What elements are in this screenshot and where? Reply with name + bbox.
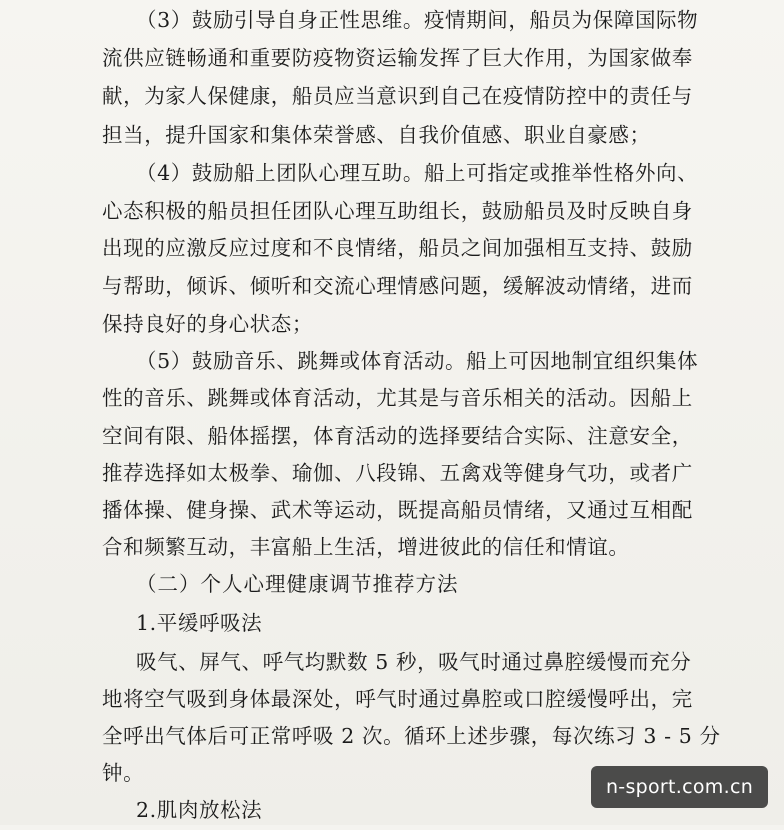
paragraph-6-line-2: 地将空气吸到身体最深处，呼气时通过鼻腔或口腔缓慢呼出，完: [102, 687, 693, 711]
section-heading: （二）个人心理健康调节推荐方法: [136, 572, 459, 596]
site-watermark: n-sport.com.cn: [591, 766, 768, 808]
paragraph-4-line-2: 心态积极的船员担任团队心理互助组长，鼓励船员及时反映自身: [102, 199, 693, 223]
paragraph-4-line-1: （4）鼓励船上团队心理互助。船上可指定或推举性格外向、: [136, 161, 699, 185]
paragraph-5-line-1: （5）鼓励音乐、跳舞或体育活动。船上可因地制宜组织集体: [136, 349, 699, 373]
subheading-1: 1.平缓呼吸法: [136, 611, 263, 635]
paragraph-3-line-4: 担当，提升国家和集体荣誉感、自我价值感、职业自豪感；: [102, 123, 651, 147]
paragraph-6-line-4: 钟。: [102, 761, 145, 785]
paragraph-5-line-5: 播体操、健身操、武术等运动，既提高船员情绪，又通过互相配: [102, 498, 693, 522]
paragraph-5-line-3: 空间有限、船体摇摆，体育活动的选择要结合实际、注意安全，: [102, 424, 693, 448]
paragraph-3-line-3: 献，为家人保健康，船员应当意识到自己在疫情防控中的责任与: [102, 84, 693, 108]
paragraph-6-line-3: 全呼出气体后可正常呼吸 2 次。循环上述步骤，每次练习 3 - 5 分: [102, 724, 721, 748]
paragraph-5-line-6: 合和频繁互动，丰富船上生活，增进彼此的信任和情谊。: [102, 535, 630, 559]
paragraph-3-line-1: （3）鼓励引导自身正性思维。疫情期间，船员为保障国际物: [136, 8, 699, 32]
paragraph-4-line-4: 与帮助，倾诉、倾听和交流心理情感问题，缓解波动情绪，进而: [102, 274, 693, 298]
paragraph-5-line-4: 推荐选择如太极拳、瑜伽、八段锦、五禽戏等健身气功，或者广: [102, 461, 693, 485]
paragraph-6-line-1: 吸气、屏气、呼气均默数 5 秒，吸气时通过鼻腔缓慢而充分: [136, 650, 692, 674]
paragraph-4-line-3: 出现的应激反应过度和不良情绪，船员之间加强相互支持、鼓励: [102, 236, 693, 260]
paragraph-4-line-5: 保持良好的身心状态；: [102, 312, 313, 336]
subheading-2: 2.肌肉放松法: [136, 798, 263, 822]
paragraph-5-line-2: 性的音乐、跳舞或体育活动，尤其是与音乐相关的活动。因船上: [102, 386, 693, 410]
paragraph-3-line-2: 流供应链畅通和重要防疫物资运输发挥了巨大作用，为国家做奉: [102, 46, 693, 70]
